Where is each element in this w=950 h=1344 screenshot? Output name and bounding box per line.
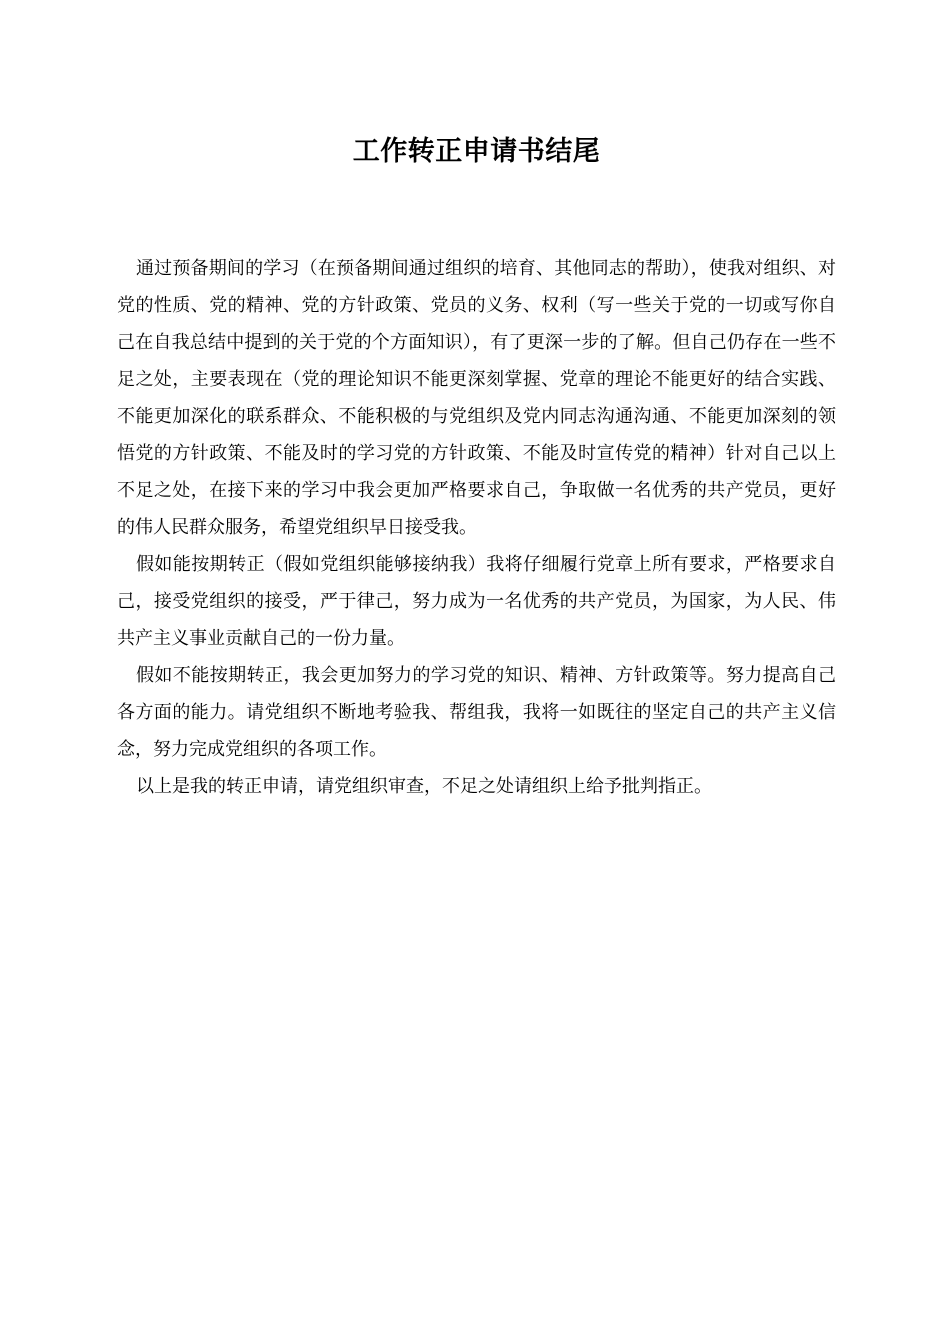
document-title: 工作转正申请书结尾 <box>352 136 601 167</box>
paragraph-3: 假如不能按期转正，我会更加努力的学习党的知识、精神、方针政策等。努力提高自己各方面的能力。请党组织不断地考验我、帮组我，我将一如既往的坚定自己的共产主义信念，努力完成党组织的各项工作。 <box>117 665 836 760</box>
paragraph-2: 假如能按期转正（假如党组织能够接纳我）我将仔细履行党章上所有要求，严格要求自己，接受党组织的接受，严于律己，努力成为一名优秀的共产党员，为国家，为人民、伟共产主义事业贡献自己的一份力量。 <box>117 554 836 649</box>
paragraph-4: 以上是我的转正申请，请党组织审查，不足之处请组织上给予批判指正。 <box>136 776 712 797</box>
document-body <box>117 250 836 805</box>
paragraph-1: 通过预备期间的学习（在预备期间通过组织的培育、其他同志的帮助），使我对组织、对党的性质、党的精神、党的方针政策、党员的义务、权利（写一些关于党的一切或写你自己在自我总结中提到的关于党的个方面知识），有了更深一步的了解。但自己仍存在一些不足之处，主要表现在（党的理论知识不能更深刻掌握、党章的理论不能更好的结合实践、不能更加深化的联系群众、不能积极的与党组织及党内同志沟通沟通、不能更加深刻的领悟党的方针政策、不能及时的学习党的方针政策、不能及时宣传党的精神）针对自己以上不足之处，在接下来的学习中我会更加严格要求自己，争取做一名优秀的共产党员，更好的伟人民群众服务，希望党组织早日接受我。 <box>117 258 836 538</box>
